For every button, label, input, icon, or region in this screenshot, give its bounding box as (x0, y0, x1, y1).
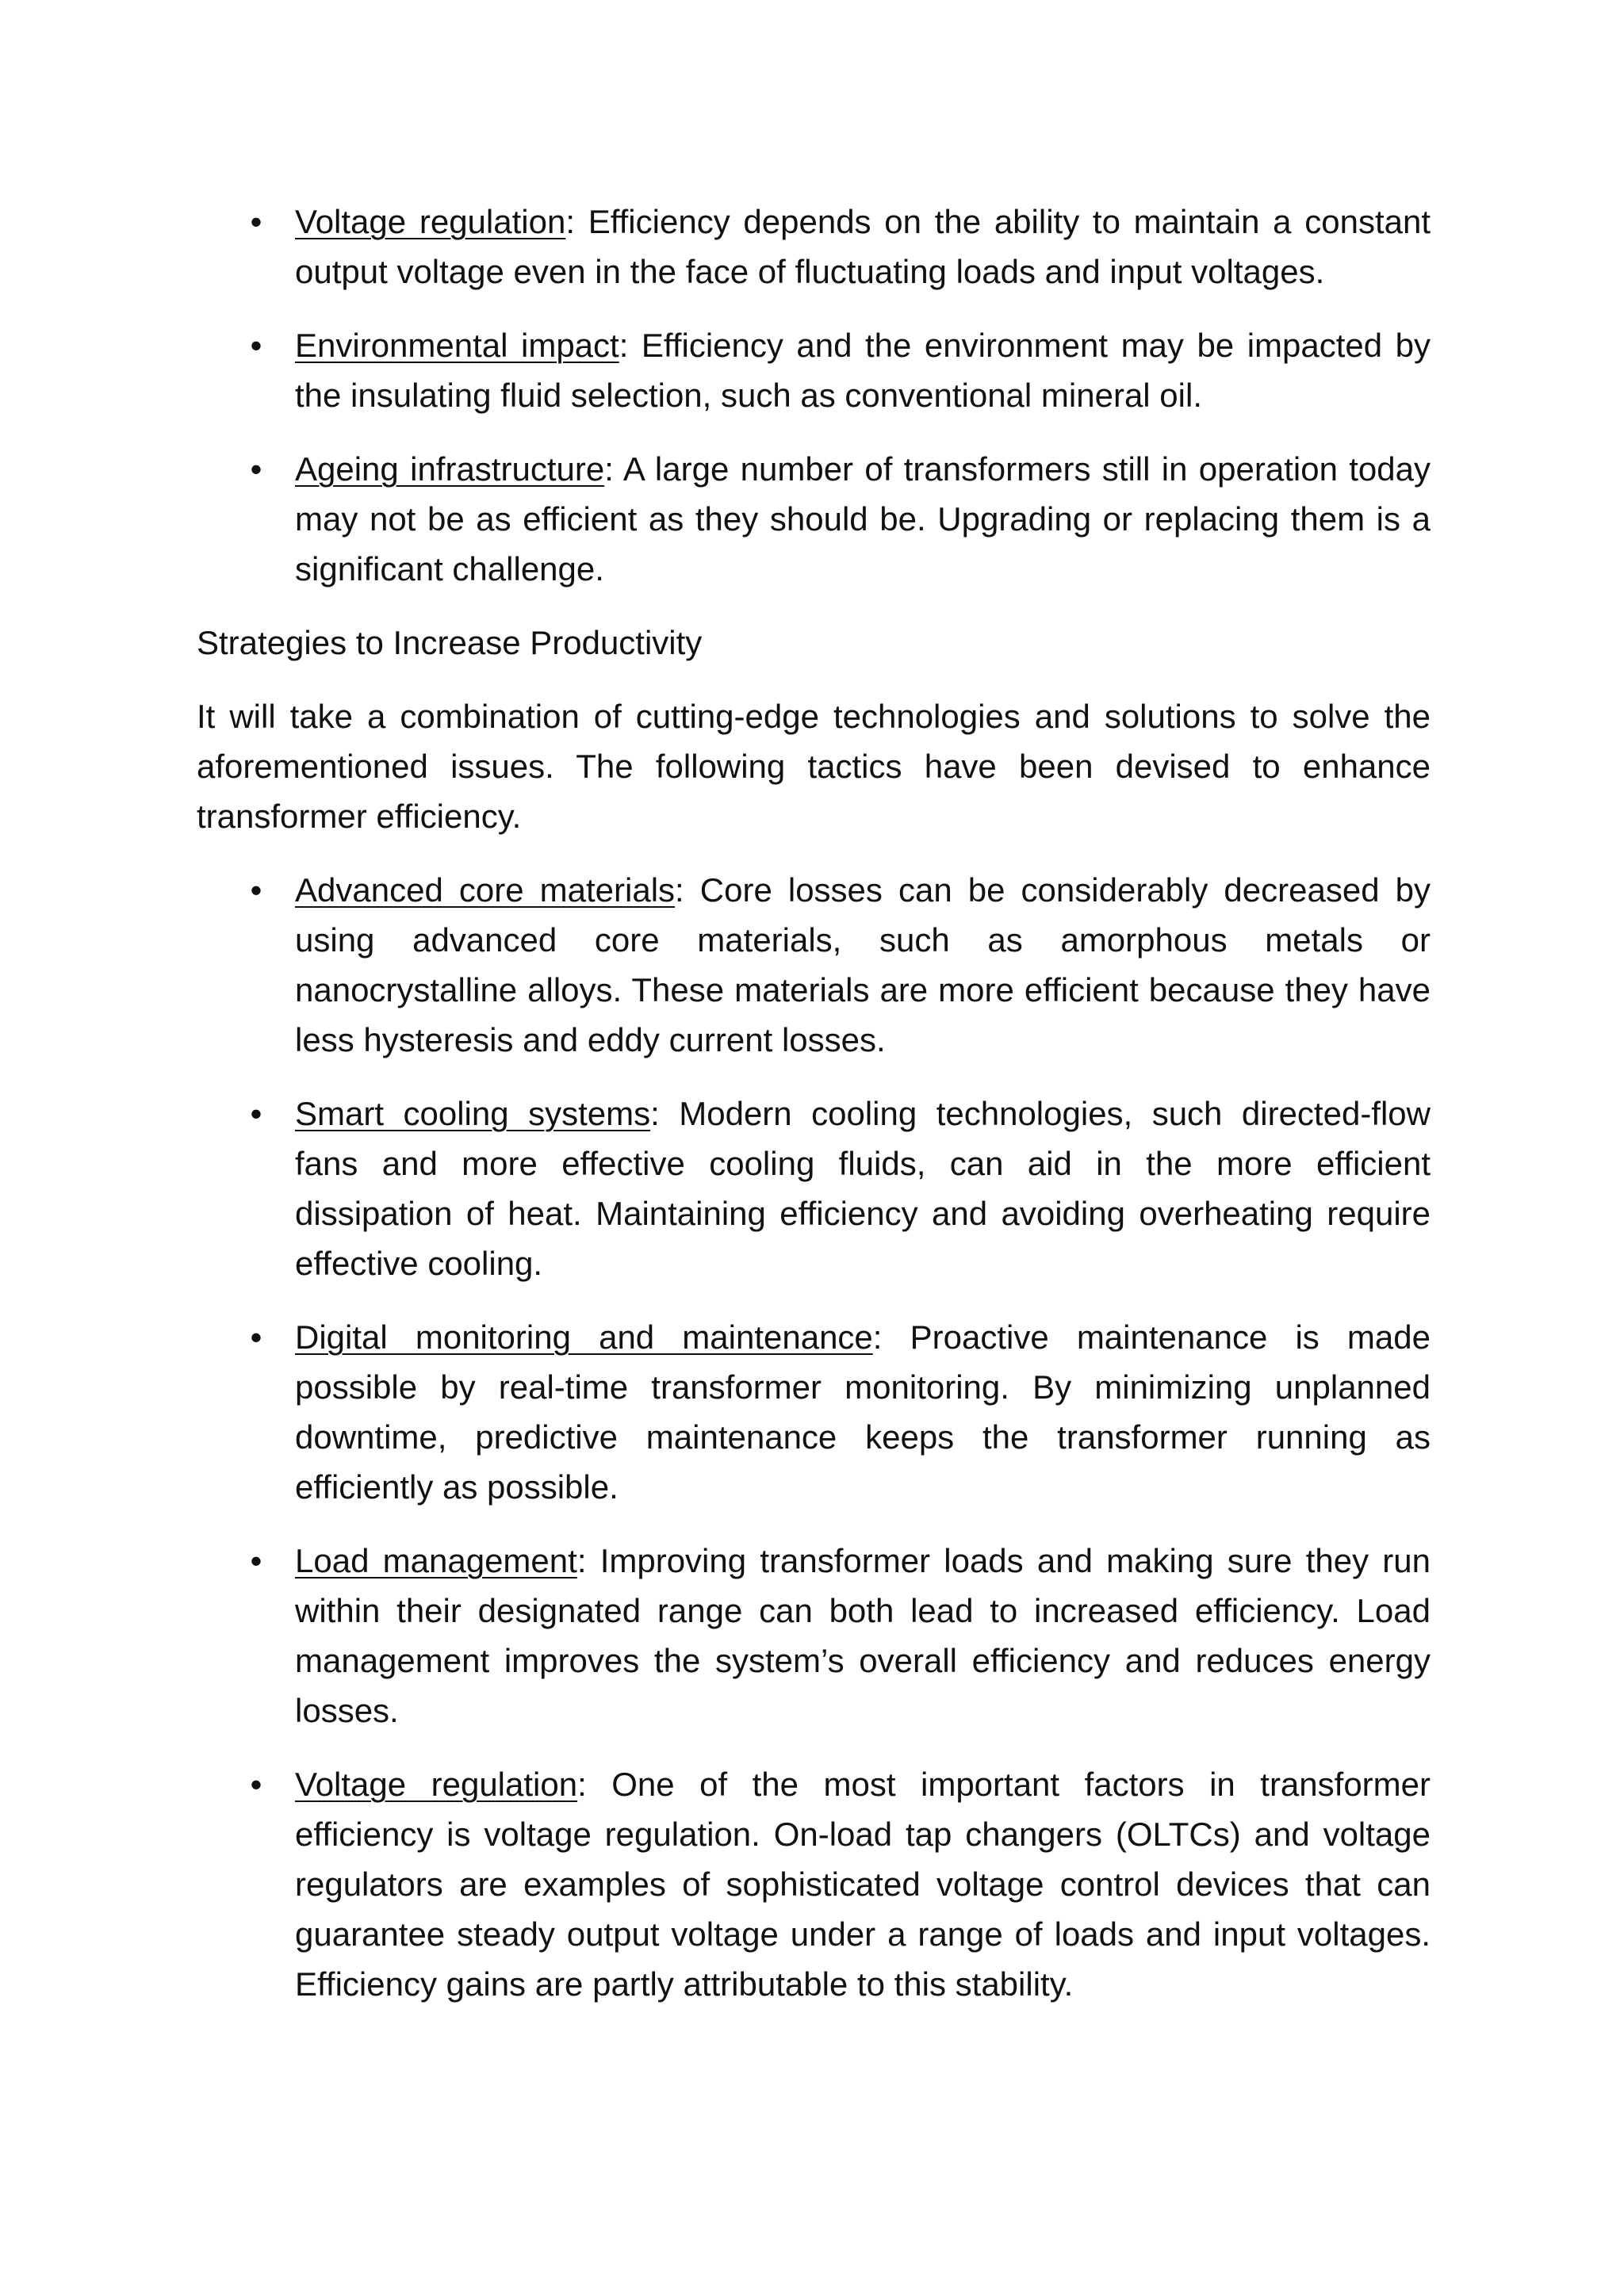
item-text: : Core losses can be considerably decreased by using advanced core materials, such as amorphous metals or nanocrystalline alloys. These materials are more efficient because they have less hysteresis and eddy current losses. (295, 871, 1431, 1058)
item-term: Smart cooling systems (295, 1095, 651, 1132)
item-text: : Improving transformer loads and making sure they run within their designated range can both lead to increased efficiency. Load management improves the system’s overall efficiency and reduces energy losses. (295, 1542, 1431, 1729)
bullet-icon: • (250, 203, 262, 240)
challenges-list (197, 197, 1431, 594)
document-page (197, 197, 1431, 2033)
bullet-icon: • (250, 871, 262, 909)
bullet-icon: • (250, 1095, 262, 1132)
item-text: : A large number of transformers still in operation today may not be as efficient as they should be. Upgrading or replacing them is a significant challenge. (295, 450, 1431, 587)
section-heading: Strategies to Increase Productivity (197, 624, 703, 661)
item-term: Voltage regulation (295, 1766, 578, 1803)
bullet-icon: • (250, 1318, 262, 1356)
bullet-icon: • (250, 1542, 262, 1579)
list-item (197, 1536, 1431, 1735)
bullet-icon: • (250, 1766, 262, 1803)
item-term: Environmental impact (295, 327, 619, 364)
list-item (197, 1759, 1431, 2009)
item-term: Advanced core materials (295, 871, 676, 909)
item-term: Ageing infrastructure (295, 450, 605, 488)
item-term: Digital monitoring and maintenance (295, 1318, 873, 1356)
item-term: Load management (295, 1542, 577, 1579)
intro-paragraph: It will take a combination of cutting-edge technologies and solutions to solve the aforementioned issues. The following tactics have been devised to enhance transformer efficiency. (197, 698, 1431, 835)
list-item (197, 1312, 1431, 1512)
bullet-icon: • (250, 450, 262, 488)
item-term: Voltage regulation (295, 203, 566, 240)
list-item (197, 444, 1431, 594)
list-item (197, 320, 1431, 420)
item-text: : Proactive maintenance is made possible by real-time transformer monitoring. By minimizing unplanned downtime, predictive maintenance keeps the transformer running as efficiently as possible. (295, 1318, 1431, 1506)
list-item (197, 865, 1431, 1065)
item-text: : One of the most important factors in transformer efficiency is voltage regulation. On-load tap changers (OLTCs) and voltage regulators are examples of sophisticated voltage control devices that can guarantee steady output voltage under a range of loads and input voltages. Efficiency gains are partly attributable to this stability. (295, 1766, 1431, 2003)
list-item (197, 197, 1431, 297)
item-text: : Efficiency and the environment may be impacted by the insulating fluid selection, such as conventional mineral oil. (295, 327, 1431, 414)
list-item (197, 1089, 1431, 1288)
item-text: : Efficiency depends on the ability to maintain a constant output voltage even in the face of fluctuating loads and input voltages. (295, 203, 1431, 290)
bullet-icon: • (250, 327, 262, 364)
strategies-list (197, 865, 1431, 2009)
item-text: : Modern cooling technologies, such directed-flow fans and more effective cooling fluids, can aid in the more efficient dissipation of heat. Maintaining efficiency and avoiding overheating require effective cooling. (295, 1095, 1431, 1282)
